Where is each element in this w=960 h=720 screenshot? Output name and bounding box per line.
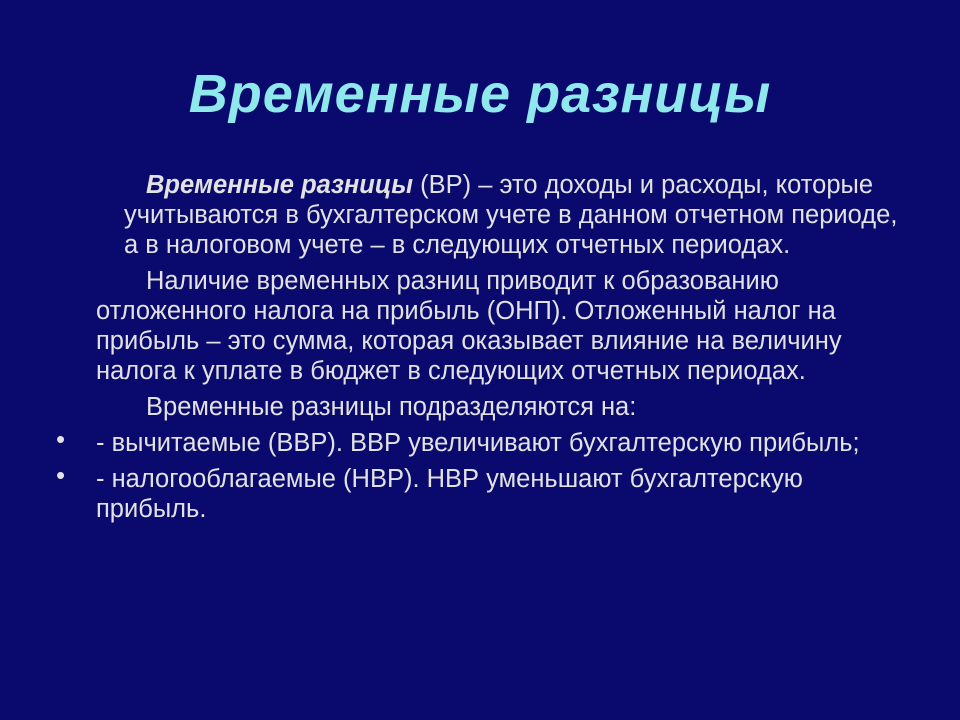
definition-paragraph [96, 170, 916, 260]
classification-paragraph: Временные разницы подразделяются на: [146, 393, 637, 421]
bullet-text: - налогооблагаемые (НВР). НВР уменьшают бухгалтерскую прибыль. [96, 465, 803, 523]
slide-body [56, 170, 916, 530]
bullet-icon: • [56, 460, 66, 490]
definition-text: (ВР) – это доходы и расходы, которые учитываются в бухгалтерском учете в данном отчетном периоде, а в налоговом учете – в следующих отчетных периодах. [124, 171, 898, 259]
slide-title: Временные разницы [188, 64, 772, 124]
bullet-item-taxable [56, 460, 916, 524]
bullet-icon: • [56, 424, 66, 454]
bullet-text: - вычитаемые (ВВР). ВВР увеличивают бухгалтерскую прибыль; [96, 429, 860, 457]
deferred-tax-paragraph: Наличие временных разниц приводит к образованию отложенного налога на прибыль (ОНП). Отложенный налог на прибыль – это сумма, которая оказывает влияние на величину налога к уплате в бюджет в следующих отчетных периодах. [96, 267, 842, 385]
definition-term: Временные разницы [146, 171, 414, 199]
bullet-item-deductible [56, 424, 916, 458]
